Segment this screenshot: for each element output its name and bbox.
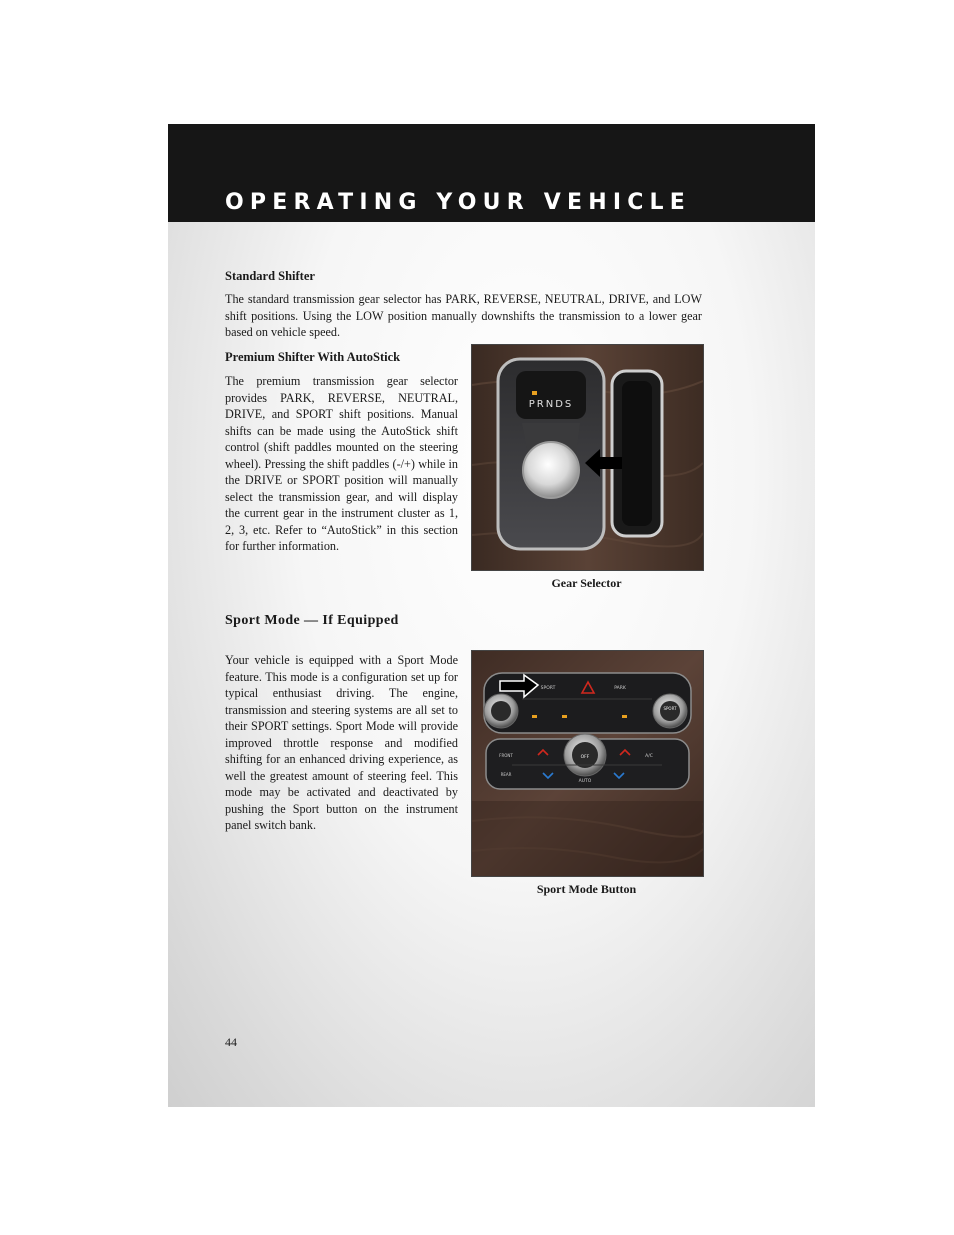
front-defrost-label: FRONT [499, 753, 513, 758]
ac-label: A/C [645, 754, 653, 759]
page-header [168, 124, 815, 222]
gear-selector-caption: Gear Selector [551, 576, 622, 590]
page-title: OPERATING YOUR VEHICLE [225, 190, 691, 215]
premium-shifter-body: The premium transmission gear selector provides PARK, REVERSE, NEUTRAL, DRIVE, and SPORT shift positions. Manual shifts can be made using the AutoStick shift control (shift paddles mounted on the steering wheel). Pressing the shift paddles (-/+) while in the DRIVE or SPORT position will manually select the transmission gear, and will display the current gear in the instrument cluster as 1, 2, 3, etc. Refer to “AutoStick” in this section for further information. [225, 374, 458, 553]
sport-mode-body: Your vehicle is equipped with a Sport Mode feature. This mode is a configuration set up for typical enthusiast driving. The engine, transmission and steering systems are all set to their SPORT settings. Sport Mode will provide improved throttle response and modified shifting for an enhanced driving experience, as well the greatest amount of steering feel. This mode may be activated and deactivated by pushing the Sport button on the instrument panel switch bank. [225, 653, 458, 832]
auto-label: AUTO [578, 779, 592, 784]
premium-shifter-heading: Premium Shifter With AutoStick [225, 350, 401, 364]
sport-mode-title: Sport Mode — If Equipped [225, 613, 399, 628]
sport-mode-caption: Sport Mode Button [536, 882, 637, 896]
gear-display-text: PRNDS [528, 399, 574, 410]
standard-shifter-heading: Standard Shifter [225, 269, 315, 283]
manual-page [168, 124, 815, 1107]
sport-mode-photo [471, 650, 704, 877]
sport-button-label: SPORT [540, 686, 556, 691]
off-label: OFF [580, 755, 590, 760]
page-number: 44 [225, 1035, 237, 1049]
standard-shifter-body: The standard transmission gear selector has PARK, REVERSE, NEUTRAL, DRIVE, and LOW shift positions. Using the LOW position manually downshifts the transmission to a lower gear based on vehicle speed. [225, 292, 702, 339]
gear-selector-photo [471, 344, 704, 571]
park-button-label: PARK [614, 686, 626, 691]
knob-sport-label: SPORT [663, 706, 677, 711]
rear-defrost-label: REAR [500, 772, 512, 777]
